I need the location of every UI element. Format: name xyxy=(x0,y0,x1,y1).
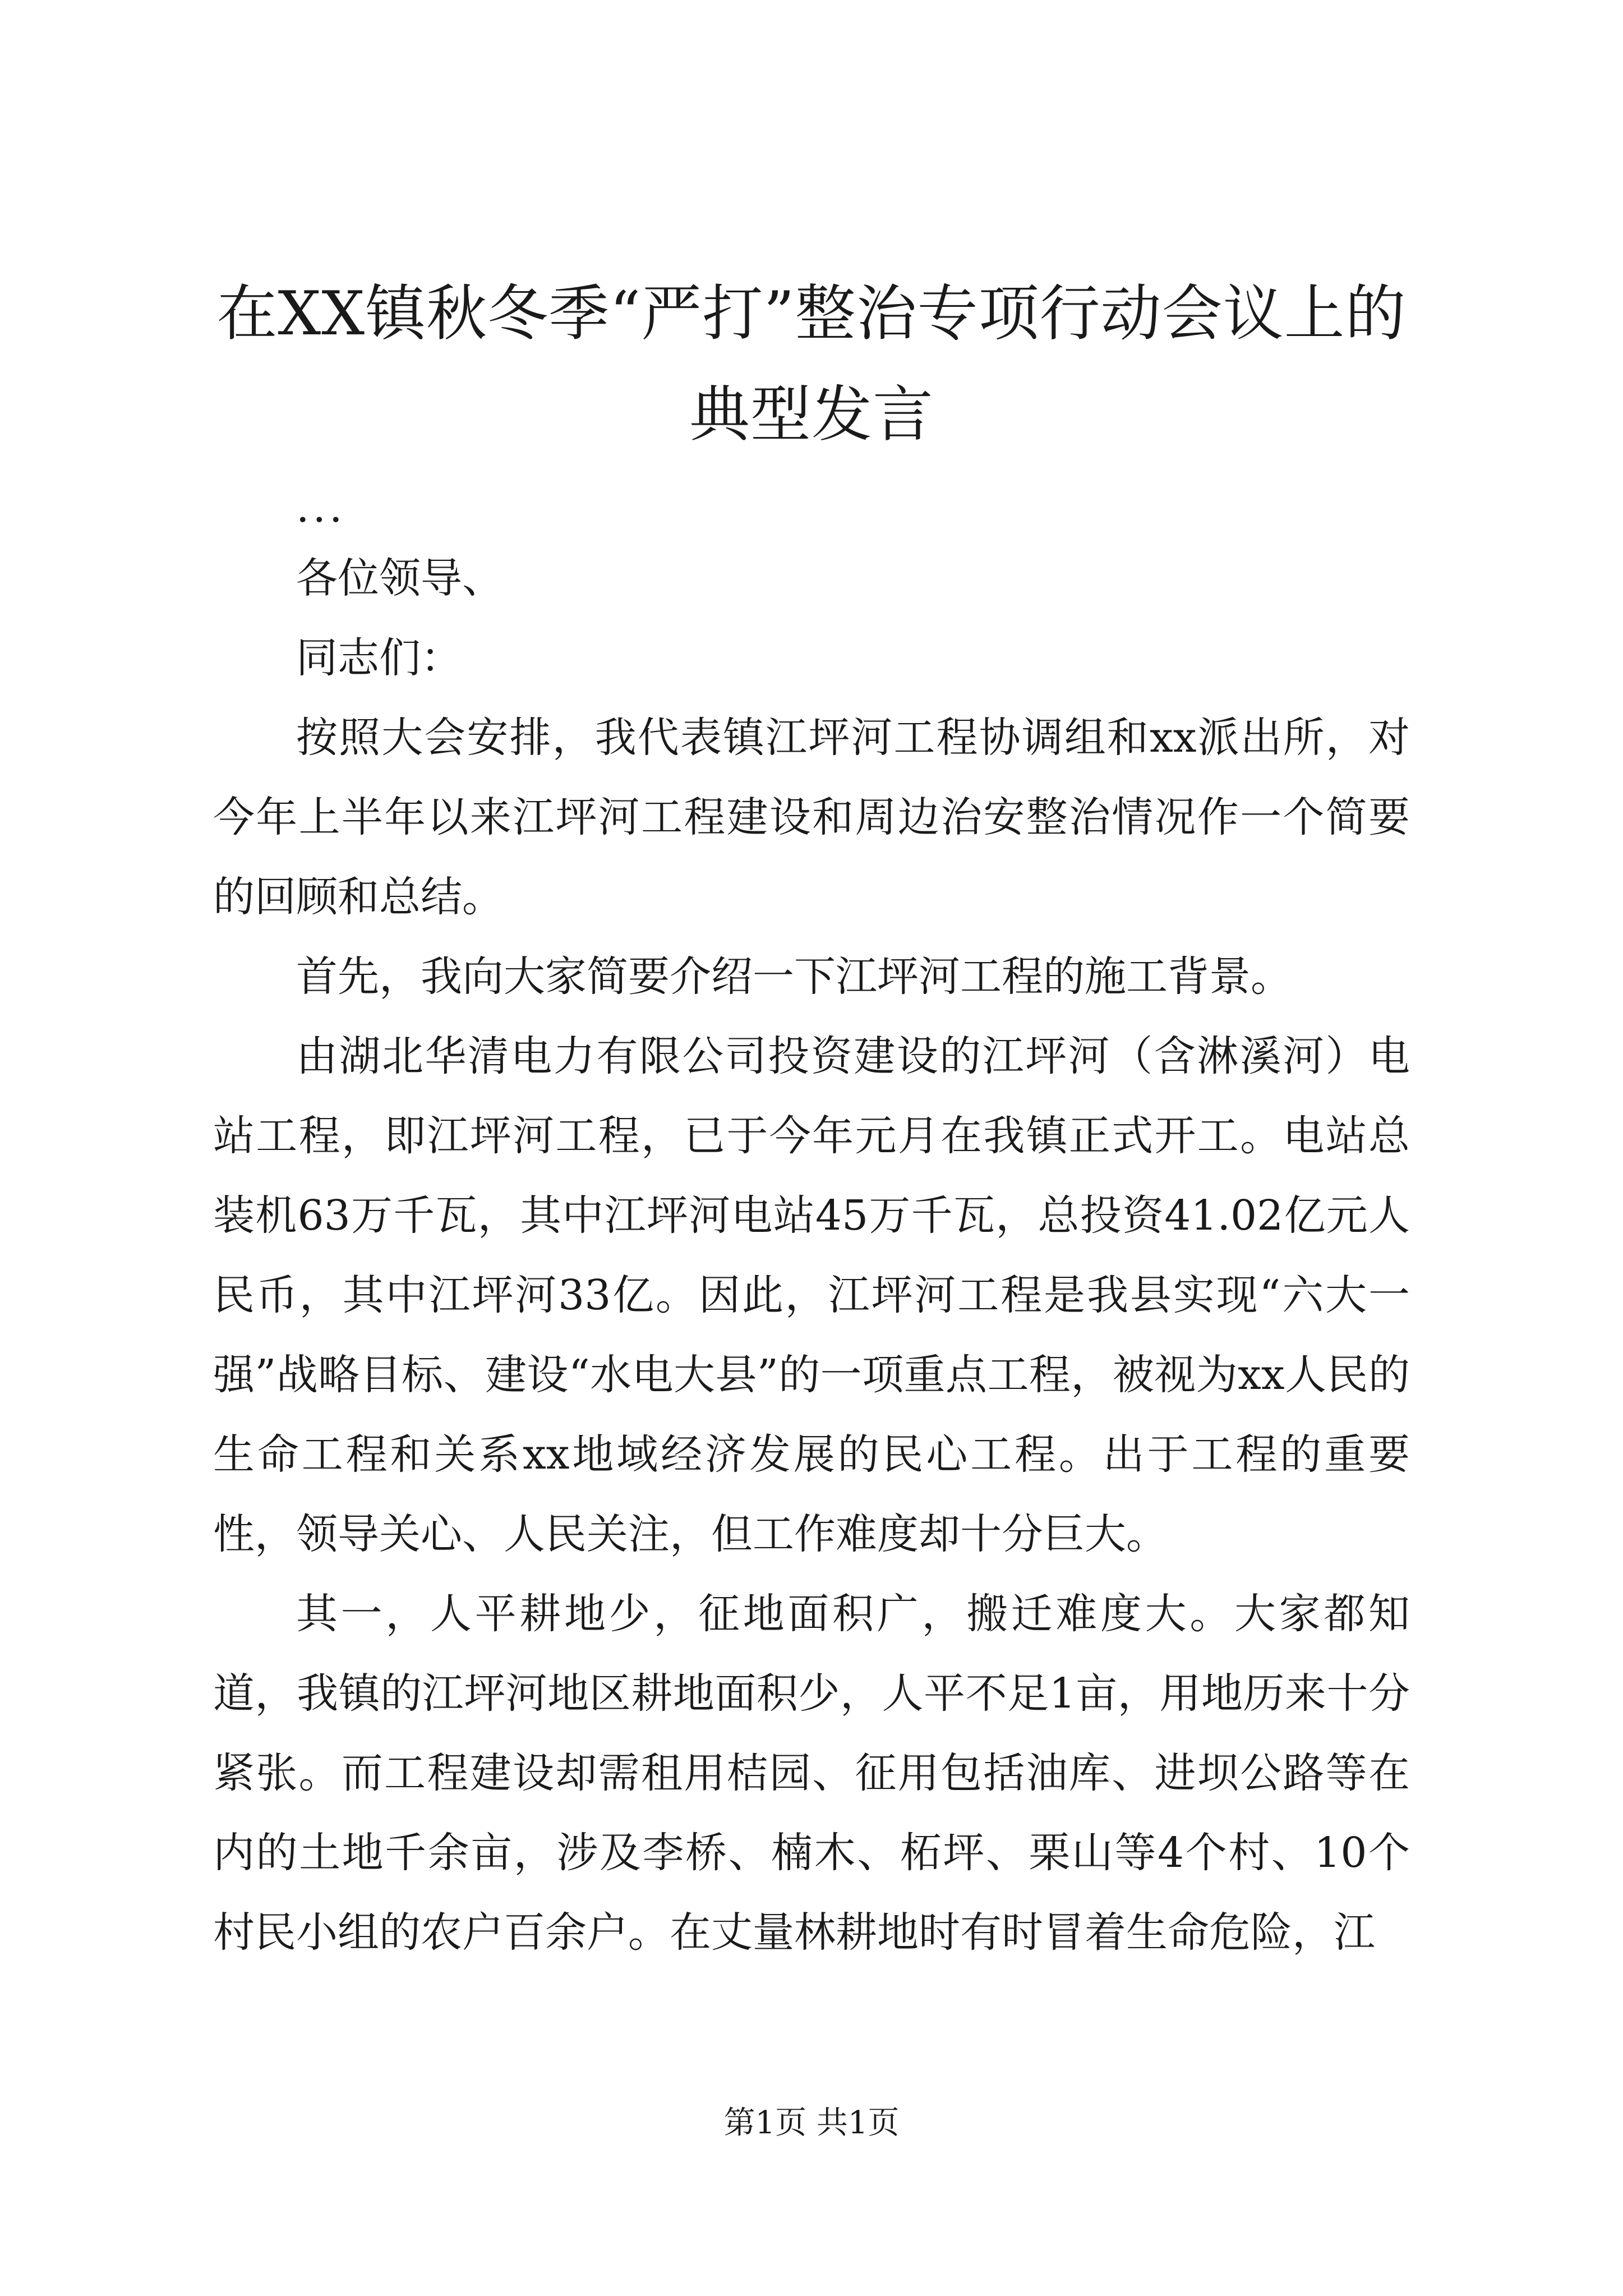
paragraph-first-difficulty: 其一，人平耕地少，征地面积广，搬迁难度大。大家都知道，我镇的江坪河地区耕地面积少，人平不足1亩，用地历来十分紧张。而工程建设却需租用桔园、征用包括油库、进坝公路等在内的土地千余亩，涉及李桥、楠木、柘坪、栗山等4个村、10个村民小组的农户百余户。在丈量林耕地时有时冒着生命危险，江 xyxy=(213,1590,1410,1957)
paragraph-intro: 按照大会安排，我代表镇江坪河工程协调组和xx派出所，对今年上半年以来江坪河工程建设和周边治安整治情况作一个简要的回顾和总结。 xyxy=(213,714,1410,921)
document-title: 在XX镇秋冬季“严打”整治专项行动会议上的典型发言 xyxy=(216,279,1407,450)
paragraph-background-lead: 首先，我向大家简要介绍一下江坪河工程的施工背景。 xyxy=(296,953,1292,1001)
ellipsis-line: ... xyxy=(296,484,346,532)
salutation-leaders: 各位领导、 xyxy=(296,554,504,602)
salutation-comrades: 同志们： xyxy=(296,634,462,682)
page-footer: 第1页 共1页 xyxy=(723,2105,900,2141)
paragraph-project-overview: 由湖北华清电力有限公司投资建设的江坪河（含淋溪河）电站工程，即江坪河工程，已于今年元月在我镇正式开工。电站总装机63万千瓦，其中江坪河电站45万千瓦，总投资41.02亿元人民币，其中江坪河33亿。因此，江坪河工程是我县实现“六大一强”战略目标、建设“水电大县”的一项重点工程，被视为xx人民的生命工程和关系xx地域经济发展的民心工程。出于工程的重要性，领导关心、人民关注，但工作难度却十分巨大。 xyxy=(213,1032,1410,1558)
document-body xyxy=(213,477,1410,1972)
